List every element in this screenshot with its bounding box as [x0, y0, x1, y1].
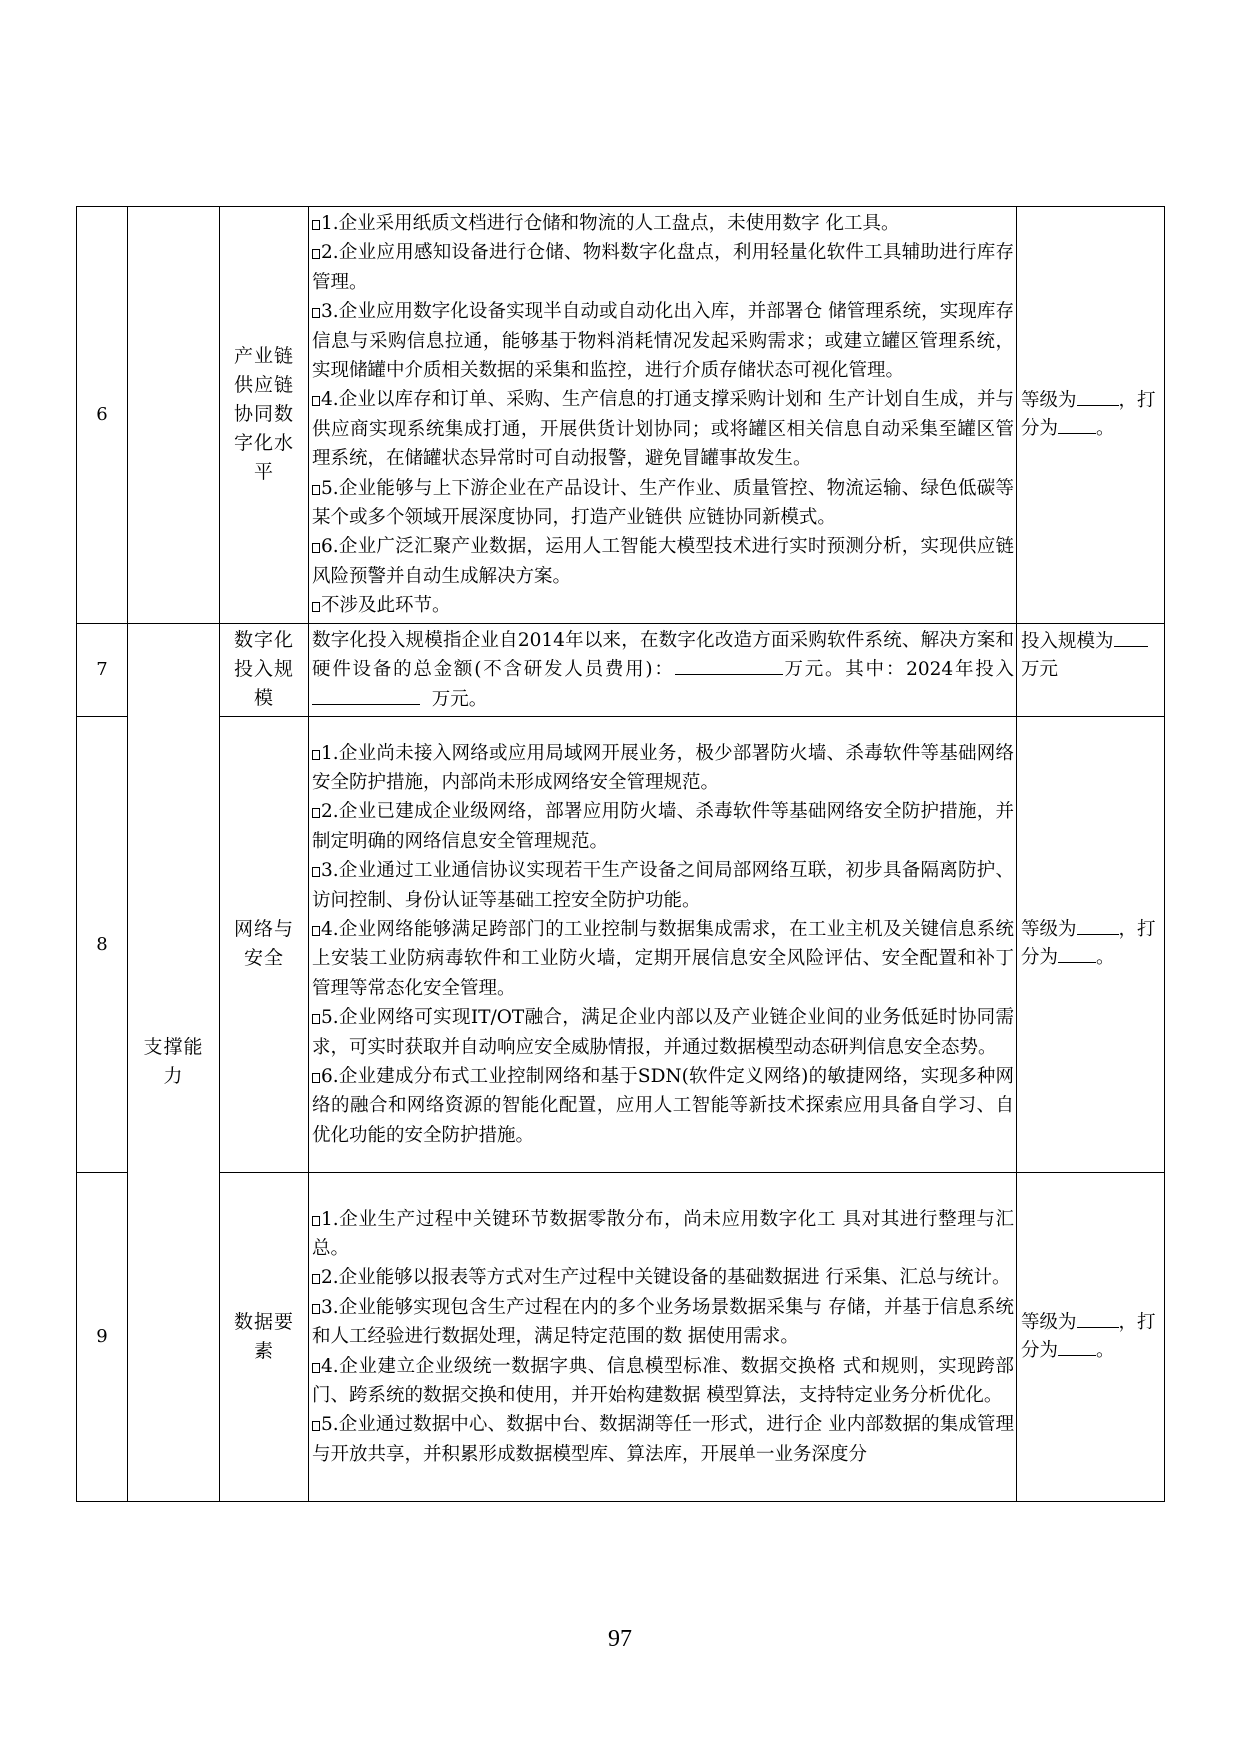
score-cell: 等级为 ，打分为 。	[1017, 207, 1165, 624]
options-list	[309, 716, 1017, 1172]
score-cell: 等级为 ，打分为 。	[1017, 716, 1165, 1172]
grade-blank[interactable]	[1077, 1327, 1119, 1328]
total-investment-blank[interactable]	[675, 674, 783, 675]
option-item[interactable]: 1.企业生产过程中关键环节数据零散分布，尚未应用数字化工 具对其进行整理与汇总。	[312, 1208, 1014, 1259]
checkbox-icon[interactable]	[312, 750, 320, 760]
option-item[interactable]: 4.企业建立企业级统一数据字典、信息模型标准、数据交换格 式和规则，实现跨部门、跨系统的数据交换和使用，并开始构建数据 模型算法，支持特定业务分析优化。	[312, 1355, 1014, 1407]
item-name: 数据要素	[220, 1172, 309, 1501]
score-cell: 投入规模为 万元	[1017, 623, 1165, 716]
checkbox-icon[interactable]	[312, 1014, 320, 1024]
grade-blank[interactable]	[1077, 405, 1119, 406]
category-cell: 支撑能力	[128, 623, 220, 1501]
item-name: 产业链供应链协同数字化水平	[220, 207, 309, 624]
page-number: 97	[608, 1626, 632, 1652]
investment-2024-blank[interactable]	[312, 704, 420, 705]
item-name: 数字化投入规模	[220, 623, 309, 716]
option-item[interactable]: 3.企业应用数字化设备实现半自动或自动化出入库，并部署仓 储管理系统，实现库存信息与采购信息拉通，能够基于物料消耗情况发起采购需求；或建立罐区管理系统，实现储罐中介质相关数据的采集和监控，进行介质存储状态可视化管理。	[312, 301, 1014, 382]
points-blank[interactable]	[1058, 1355, 1096, 1356]
row-number: 6	[77, 207, 128, 624]
investment-description: 数字化投入规模指企业自2014年以来，在数字化改造方面采购软件系统、解决方案和硬件设备的总金额(不含研发人员费用)： 万元。其中：2024年投入 万元。	[309, 623, 1017, 716]
option-item[interactable]: 不涉及此环节。	[312, 591, 1014, 620]
row-number: 7	[77, 623, 128, 716]
item-name: 网络与安全	[220, 716, 309, 1172]
points-blank[interactable]	[1058, 962, 1096, 963]
assessment-table	[76, 206, 1165, 1502]
options-list	[309, 1172, 1017, 1501]
table-row-9	[77, 1172, 1165, 1501]
option-item[interactable]: 5.企业通过数据中心、数据中台、数据湖等任一形式，进行企 业内部数据的集成管理与开放共享，并积累形成数据模型库、算法库，开展单一业务深度分	[312, 1414, 1014, 1465]
checkbox-icon[interactable]	[312, 543, 320, 553]
option-item[interactable]: 1.企业采用纸质文档进行仓储和物流的人工盘点，未使用数字 化工具。	[312, 209, 1014, 238]
option-item[interactable]: 4.企业以库存和订单、采购、生产信息的打通支撑采购计划和 生产计划自生成，并与供应商实现系统集成打通，开展供货计划协同；或将罐区相关信息自动采集至罐区管理系统，在储罐状态异常时可自动报警，避免冒罐事故发生。	[312, 389, 1014, 470]
option-item[interactable]: 2.企业应用感知设备进行仓储、物料数字化盘点，利用轻量化软件工具辅助进行库存管理。	[312, 242, 1014, 293]
checkbox-icon[interactable]	[312, 1421, 320, 1431]
checkbox-icon[interactable]	[312, 602, 320, 612]
table-row-8	[77, 716, 1165, 1172]
options-list	[309, 207, 1017, 624]
table-row-7	[77, 623, 1165, 716]
checkbox-icon[interactable]	[312, 308, 320, 318]
points-blank[interactable]	[1058, 433, 1096, 434]
grade-blank[interactable]	[1077, 934, 1119, 935]
option-item[interactable]: 2.企业能够以报表等方式对生产过程中关键设备的基础数据进 行采集、汇总与统计。	[312, 1263, 1014, 1292]
row-number: 8	[77, 716, 128, 1172]
option-item[interactable]: 2.企业已建成企业级网络，部署应用防火墙、杀毒软件等基础网络安全防护措施，并制定明确的网络信息安全管理规范。	[312, 801, 1014, 852]
checkbox-icon[interactable]	[312, 926, 320, 936]
checkbox-icon[interactable]	[312, 220, 320, 230]
row-number: 9	[77, 1172, 128, 1501]
checkbox-icon[interactable]	[312, 867, 320, 877]
checkbox-icon[interactable]	[312, 808, 320, 818]
option-item[interactable]: 3.企业能够实现包含生产过程在内的多个业务场景数据采集与 存储，并基于信息系统和人工经验进行数据处理，满足特定范围的数 据使用需求。	[312, 1296, 1014, 1348]
option-item[interactable]: 3.企业通过工业通信协议实现若干生产设备之间局部网络互联，初步具备隔离防护、访问控制、身份认证等基础工控安全防护功能。	[312, 860, 1014, 911]
option-item[interactable]: 1.企业尚未接入网络或应用局域网开展业务，极少部署防火墙、杀毒软件等基础网络安全防护措施，内部尚未形成网络安全管理规范。	[312, 742, 1014, 793]
investment-scale-blank[interactable]	[1114, 646, 1148, 647]
checkbox-icon[interactable]	[312, 1304, 320, 1314]
checkbox-icon[interactable]	[312, 1216, 320, 1226]
checkbox-icon[interactable]	[312, 1073, 320, 1083]
option-item[interactable]: 6.企业广泛汇聚产业数据，运用人工智能大模型技术进行实时预测分析，实现供应链风险预警并自动生成解决方案。	[312, 536, 1014, 587]
option-item[interactable]: 4.企业网络能够满足跨部门的工业控制与数据集成需求，在工业主机及关键信息系统上安装工业防病毒软件和工业防火墙，定期开展信息安全风险评估、安全配置和补丁管理等常态化安全管理。	[312, 919, 1014, 999]
checkbox-icon[interactable]	[312, 1274, 320, 1284]
checkbox-icon[interactable]	[312, 1363, 320, 1373]
table-row-6	[77, 207, 1165, 624]
option-item[interactable]: 5.企业能够与上下游企业在产品设计、生产作业、质量管控、物流运输、绿色低碳等某个或多个领域开展深度协同，打造产业链供 应链协同新模式。	[312, 477, 1014, 529]
option-item[interactable]: 5.企业网络可实现IT/OT融合，满足企业内部以及产业链企业间的业务低延时协同需求，可实时获取并自动响应安全威胁情报，并通过数据模型动态研判信息安全态势。	[312, 1007, 1014, 1058]
category-cell-empty	[128, 207, 220, 624]
score-cell: 等级为 ，打分为 。	[1017, 1172, 1165, 1501]
checkbox-icon[interactable]	[312, 249, 320, 259]
checkbox-icon[interactable]	[312, 485, 320, 495]
option-item[interactable]: 6.企业建成分布式工业控制网络和基于SDN(软件定义网络)的敏捷网络，实现多种网络的融合和网络资源的智能化配置，应用人工智能等新技术探索应用具备自学习、自优化功能的安全防护措施。	[312, 1066, 1014, 1146]
checkbox-icon[interactable]	[312, 396, 320, 406]
